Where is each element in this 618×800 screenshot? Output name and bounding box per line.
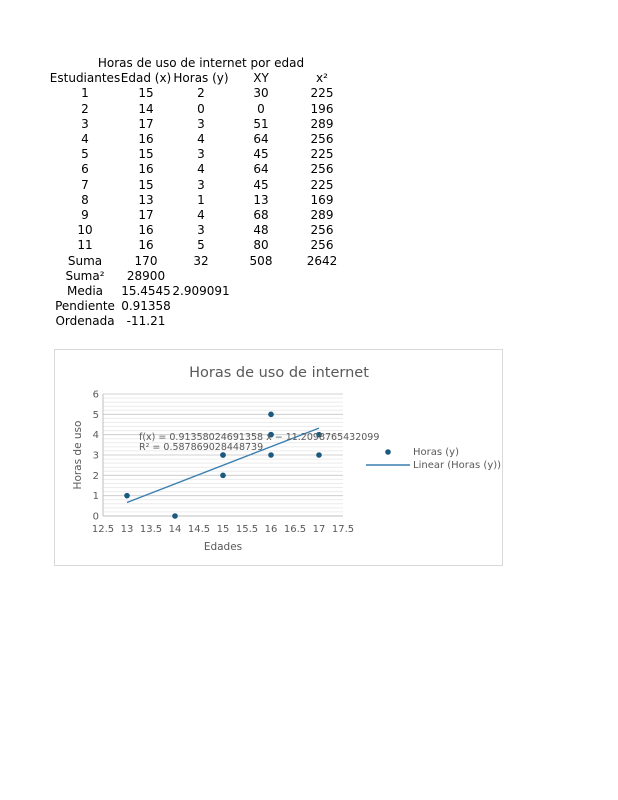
table-cell: 16 [138, 132, 154, 146]
suma-label: Suma [67, 253, 103, 268]
data-point [124, 493, 130, 499]
y-tick-label: 4 [92, 430, 99, 442]
table-cell: 3 [197, 116, 205, 131]
y-axis-label: Horas de uso [72, 420, 84, 490]
table-cell: 13 [253, 192, 269, 207]
media-x: 15.4545 [121, 284, 171, 298]
suma-x2: 2642 [306, 253, 338, 268]
column-header: x² [316, 71, 328, 86]
y-tick-label: 3 [92, 450, 99, 462]
table-cell: 13 [138, 192, 154, 207]
table-cell: 2 [197, 86, 205, 101]
pendiente-value: 0.91358 [121, 299, 171, 314]
table-cell: 169 [310, 192, 334, 207]
suma-y: 32 [193, 253, 209, 268]
x-tick-label: 15 [216, 524, 230, 535]
table-cell: 289 [310, 208, 334, 222]
y-tick-label: 2 [92, 470, 99, 482]
scatter-chart[interactable] [54, 349, 503, 566]
table-cell: 225 [310, 147, 334, 162]
table-cell: 256 [310, 132, 334, 146]
x-tick-label: 16.5 [283, 524, 307, 535]
table-cell: 2 [81, 101, 89, 116]
table-cell: 30 [253, 86, 269, 101]
legend-marker-horas [385, 449, 391, 455]
x-tick-label: 17.5 [331, 524, 355, 535]
table-cell: 15 [138, 177, 154, 192]
legend-label-horas: Horas (y) [413, 447, 459, 458]
table-cell: 1 [197, 192, 205, 207]
table-cell: 17 [138, 208, 154, 222]
table-cell: 11 [77, 238, 93, 253]
table-cell: 225 [310, 86, 334, 101]
column-header: Edad (x) [120, 71, 172, 86]
table-cell: 6 [81, 162, 89, 177]
pendiente-label: Pendiente [55, 299, 115, 314]
table-cell: 16 [138, 238, 154, 253]
table-cell: 45 [253, 147, 269, 162]
media-y: 2.909091 [172, 284, 230, 298]
table-cell: 51 [253, 116, 269, 131]
table-cell: 10 [77, 223, 93, 238]
table-cell: 3 [197, 223, 205, 238]
column-header: Horas (y) [173, 71, 229, 86]
x-tick-label: 17 [312, 524, 326, 535]
table-cell: 225 [310, 177, 334, 192]
table-cell: 1 [81, 86, 89, 101]
column-header: XY [253, 71, 269, 86]
table-cell: 5 [197, 238, 205, 253]
y-tick-label: 5 [92, 409, 99, 421]
table-cell: 9 [81, 208, 89, 222]
suma-x: 170 [134, 253, 158, 268]
table-cell: 3 [197, 147, 205, 162]
table-cell: 0 [257, 101, 265, 116]
table-cell: 256 [310, 162, 334, 177]
trendline-r-squared: R² = 0.587869028448739 [139, 442, 264, 453]
table-cell: 3 [81, 116, 89, 131]
table-cell: 4 [197, 132, 205, 146]
x-axis-label: Edades [203, 541, 243, 553]
legend-label-linear: Linear (Horas (y)) [413, 460, 502, 471]
x-tick-label: 13 [120, 524, 134, 535]
suma-sq-label: Suma² [65, 268, 105, 283]
table-cell: 4 [81, 132, 89, 146]
table-cell: 16 [138, 223, 154, 238]
x-tick-label: 14.5 [187, 524, 211, 535]
media-label: Media [66, 284, 104, 298]
table-cell: 17 [138, 116, 154, 131]
table-cell: 256 [310, 238, 334, 253]
x-tick-label: 13.5 [139, 524, 163, 535]
suma-xy: 508 [249, 253, 273, 268]
data-point [220, 452, 226, 458]
table-cell: 4 [197, 162, 205, 177]
table-cell: 68 [253, 208, 269, 222]
table-cell: 15 [138, 147, 154, 162]
table-cell: 64 [253, 162, 269, 177]
y-tick-label: 6 [92, 389, 99, 401]
table-cell: 80 [253, 238, 269, 253]
data-point [268, 452, 274, 458]
table-cell: 4 [197, 208, 205, 222]
column-header: Estudiantes [49, 71, 121, 86]
table-cell: 289 [310, 116, 334, 131]
x-tick-label: 14 [168, 524, 182, 535]
table-cell: 8 [81, 192, 89, 207]
data-point [268, 412, 274, 418]
trendline-equation: f(x) = 0.91358024691358 x − 11.2098765432099 [139, 432, 380, 443]
data-point [316, 452, 322, 458]
table-cell: 16 [138, 162, 154, 177]
y-tick-label: 1 [92, 491, 99, 503]
chart-svg [55, 350, 504, 567]
spreadsheet-table [0, 0, 618, 340]
table-cell: 48 [253, 223, 269, 238]
ordenada-label: Ordenada [55, 314, 115, 329]
ordenada-value: -11.21 [126, 314, 166, 329]
data-point [220, 473, 226, 479]
y-tick-label: 0 [92, 511, 99, 523]
table-title: Horas de uso de internet por edad [97, 56, 305, 70]
suma-sq-value: 28900 [126, 268, 166, 283]
table-cell: 15 [138, 86, 154, 101]
x-tick-label: 16 [264, 524, 278, 535]
table-cell: 196 [310, 101, 334, 116]
table-cell: 14 [138, 101, 154, 116]
table-cell: 3 [197, 177, 205, 192]
table-cell: 256 [310, 223, 334, 238]
table-cell: 0 [197, 101, 205, 116]
table-cell: 7 [81, 177, 89, 192]
x-tick-label: 15.5 [235, 524, 259, 535]
table-cell: 5 [81, 147, 89, 162]
data-point [172, 513, 178, 519]
x-tick-label: 12.5 [91, 524, 115, 535]
chart-title: Horas de uso de internet [189, 365, 369, 381]
table-cell: 45 [253, 177, 269, 192]
table-cell: 64 [253, 132, 269, 146]
